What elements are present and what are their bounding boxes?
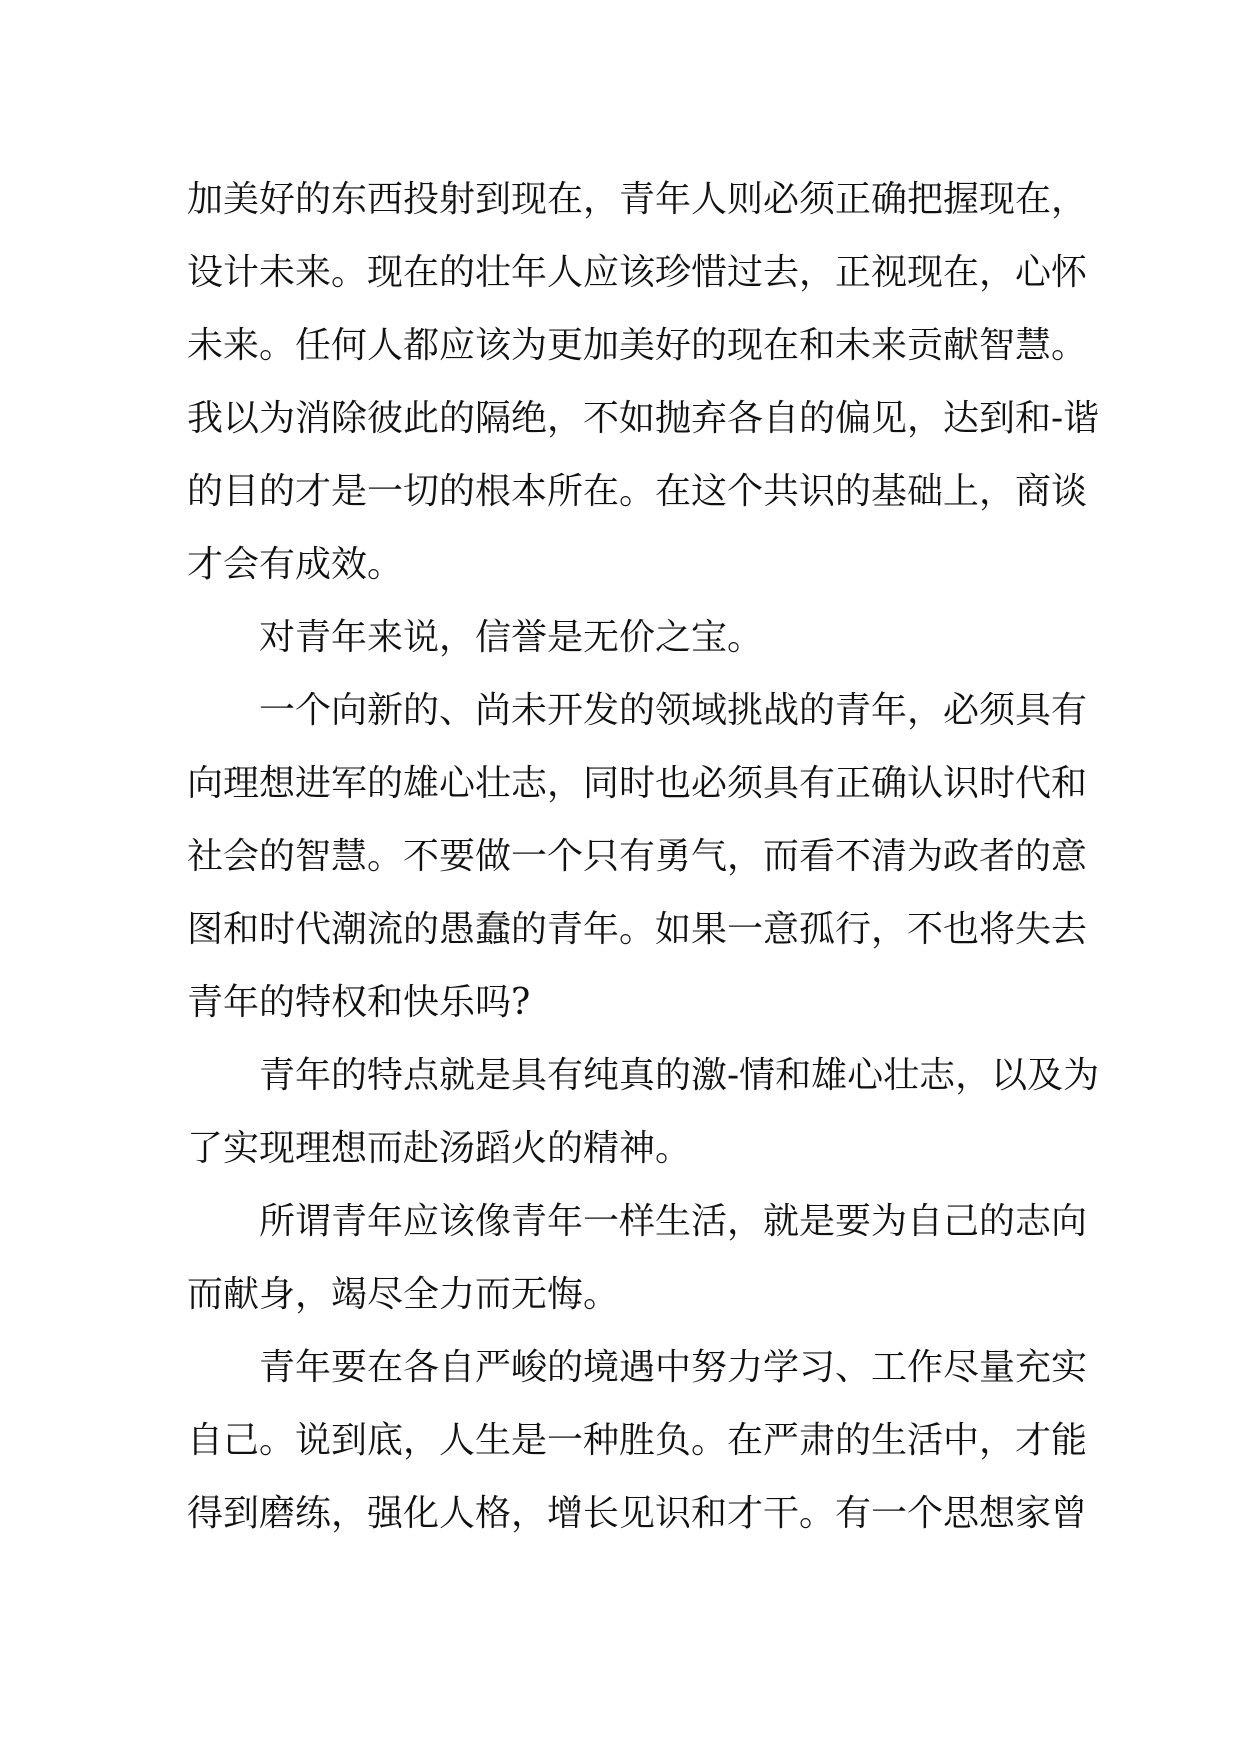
text-line: 青年的特点就是具有纯真的激-情和雄心壮志，以及为 — [187, 1055, 1100, 1096]
text-line: 一个向新的、尚未开发的领域挑战的青年，必须具有 — [187, 690, 1088, 731]
text-line: 我以为消除彼此的隔绝，不如抛弃各自的偏见，达到和-谐 — [187, 398, 1100, 439]
text-line: 设计未来。现在的壮年人应该珍惜过去，正视现在，心怀 — [187, 252, 1088, 293]
text-line: 加美好的东西投射到现在，青年人则必须正确把握现在， — [187, 179, 1088, 220]
text-line: 未来。任何人都应该为更加美好的现在和未来贡献智慧。 — [187, 325, 1088, 366]
text-line: 青年的特权和快乐吗? — [187, 982, 531, 1023]
text-line: 自己。说到底，人生是一种胜负。在严肃的生活中，才能 — [187, 1420, 1088, 1461]
text-line: 对青年来说，信誉是无价之宝。 — [187, 617, 764, 658]
text-line: 社会的智慧。不要做一个只有勇气，而看不清为政者的意 — [187, 836, 1088, 877]
text-line: 才会有成效。 — [187, 544, 404, 585]
text-line: 的目的才是一切的根本所在。在这个共识的基础上，商谈 — [187, 471, 1088, 512]
text-line: 所谓青年应该像青年一样生活，就是要为自己的志向 — [187, 1201, 1088, 1242]
body-text — [187, 163, 1100, 1550]
text-line: 图和时代潮流的愚蠢的青年。如果一意孤行，不也将失去 — [187, 909, 1088, 950]
text-line: 而献身，竭尽全力而无悔。 — [187, 1274, 620, 1315]
text-line: 向理想进军的雄心壮志，同时也必须具有正确认识时代和 — [187, 763, 1088, 804]
text-line: 得到磨练，强化人格，增长见识和才干。有一个思想家曾 — [187, 1493, 1088, 1534]
text-line: 了实现理想而赴汤蹈火的精神。 — [187, 1128, 692, 1169]
text-line: 青年要在各自严峻的境遇中努力学习、工作尽量充实 — [187, 1347, 1088, 1388]
